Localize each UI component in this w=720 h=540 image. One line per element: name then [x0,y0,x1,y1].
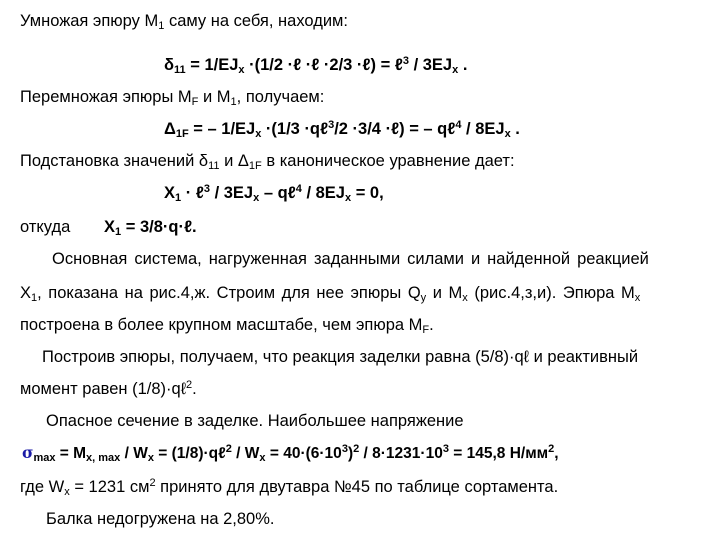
text-line-12: момент равен (1/8)·qℓ$^2$. [20,379,197,398]
formula-x1-result: $X_1$ = 3/8·q·ℓ. [104,218,197,238]
text-line-3: Перемножая эпюры $М_F$ и $М_1$, получаем: [20,88,325,108]
sigma-symbol: σ [22,443,34,462]
text-line-1: Умножая эпюру $М_1$ саму на себя, находим: [20,12,348,32]
text-line-15: где $W_x = 1231$ $см^2$ принято для двутавра №45 по таблице сортамента. [20,477,559,498]
text-line-8: Основная система, нагруженная заданными силами и найденной реакцией [52,250,649,268]
formula-delta-1f: $\Delta_{1F}$ = – $1/EJ_x \cdot(1/3$ ·qℓ$^3$/2 ·3/4 ·ℓ) = – qℓ$^4$ / $8EJ_x$ . [164,119,520,140]
text-line-10: построена в более крупном масштабе, чем эпюра $M_F$. [20,316,434,336]
formula-delta-11: $\delta_{11} = 1/EJ_x \cdot(1/2$ ·ℓ ·ℓ ·2/3 ·ℓ) = ℓ$^3$ / $3EJ_x$ . [164,55,468,76]
text-line-11: Построив эпюры, получаем, что реакция заделки равна (5/8)·qℓ и реактивный [42,348,639,366]
text-line-13: Опасное сечение в заделке. Наибольшее напряжение [46,412,464,430]
text-line-9: $X_1$, показана на рис.4,ж. Строим для нее эпюры $Q_y$ и $M_x$ (рис.4,з,и). Эпюра $M_x$ [20,284,641,304]
text-line-5: Подстановка значений $\delta_{11}$ и $\Delta_{1F}$ в каноническое уравнение дает: [20,152,515,172]
formula-canonical-equation: $X_1$ · ℓ$^3$ / $3EJ_x$ – qℓ$^4$ / $8EJ_x = 0$, [164,183,384,204]
text-line-16: Балка недогружена на 2,80%. [46,510,275,528]
formula-sigma-max: $\sigma\max = M_{x, max} / W_x$ = (1/8)·qℓ$^2$ / $W_x = 40\cdot(6\cdot 10^3)^2 / 8\cdot 1231\cdot 10^3 = 145,8$ $Н/мм^2$, [22,443,559,464]
text-line-7-word: откуда [20,218,71,236]
